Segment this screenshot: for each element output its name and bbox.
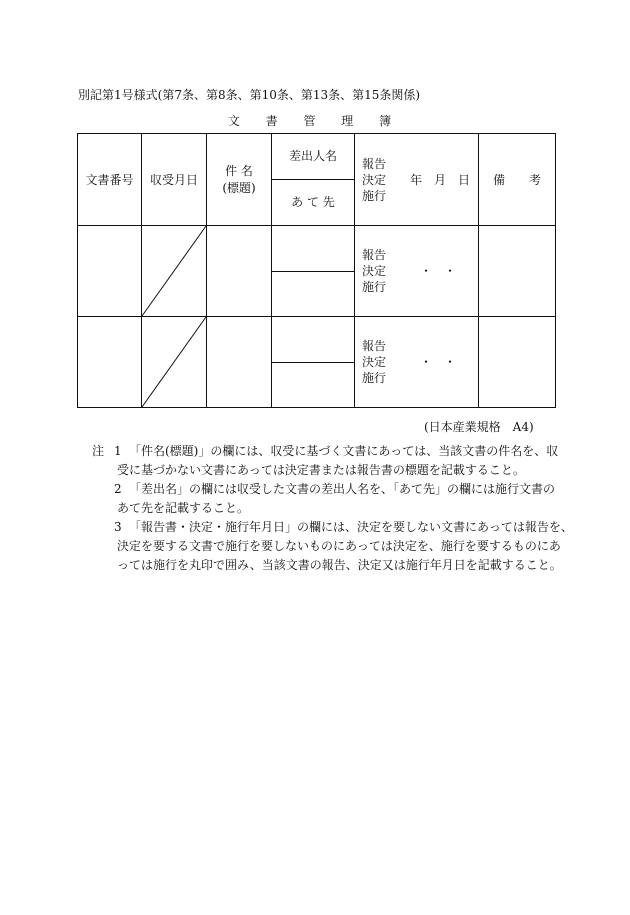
paper-size-note: (日本産業規格 A4) xyxy=(424,420,534,434)
note-2-line-1: 「差出名」の欄には収受した文書の差出人名を、「あて先」の欄には施行文書の xyxy=(129,482,556,496)
form-heading: 別記第1号様式(第7条、第8条、第10条、第13条、第15条関係) xyxy=(78,88,421,102)
header-report: 報告 xyxy=(362,157,387,171)
note-1-line-1: 「件名(標題)」の欄には、収受に基づく文書にあっては、当該文書の件名を、収 xyxy=(129,444,559,458)
page-title: 文 書 管 理 簿 xyxy=(227,114,403,128)
header-remarks: 備 考 xyxy=(492,173,541,187)
row1-execution: 施行 xyxy=(362,280,387,294)
row2-execution: 施行 xyxy=(362,371,387,385)
row1-report: 報告 xyxy=(362,248,387,262)
header-ymd: 年 月 日 xyxy=(410,173,471,187)
row2-decision: 決定 xyxy=(362,355,387,369)
header-received-date: 収受月日 xyxy=(149,173,198,187)
header-subject-sub: (標題) xyxy=(222,181,256,195)
diagonal-slash xyxy=(142,226,206,316)
notes-prefix: 注 xyxy=(92,444,105,458)
note-number-2: 2 xyxy=(114,482,122,496)
row1-date-dots: ・ ・ xyxy=(420,264,457,278)
diagonal-slash xyxy=(142,317,206,407)
note-3-line-2: 決定を要する文書で施行を要しないものにあっては決定を、施行を要するものにあ xyxy=(117,539,561,553)
header-execution: 施行 xyxy=(362,189,387,203)
row2-report: 報告 xyxy=(362,339,387,353)
note-number-3: 3 xyxy=(114,520,122,534)
note-number-1: 1 xyxy=(114,444,122,458)
header-doc-number: 文書番号 xyxy=(85,173,134,187)
header-sender: 差出人名 xyxy=(288,149,337,163)
header-subject: 件 名 xyxy=(225,164,253,178)
row1-decision: 決定 xyxy=(362,264,387,278)
note-1-line-2: 受に基づかない文書にあっては決定書または報告書の標題を記載すること。 xyxy=(117,463,525,477)
note-3-line-1: 「報告書・決定・施行年月日」の欄には、決定を要しない文書にあっては報告を、 xyxy=(129,520,573,534)
note-2-line-2: あて先を記載すること。 xyxy=(117,501,250,515)
header-decision: 決定 xyxy=(362,173,387,187)
row2-date-dots: ・ ・ xyxy=(420,355,457,369)
header-recipient: あ て 先 xyxy=(291,195,335,209)
note-3-line-3: っては施行を丸印で囲み、当該文書の報告、決定又は施行年月日を記載すること。 xyxy=(117,558,562,572)
